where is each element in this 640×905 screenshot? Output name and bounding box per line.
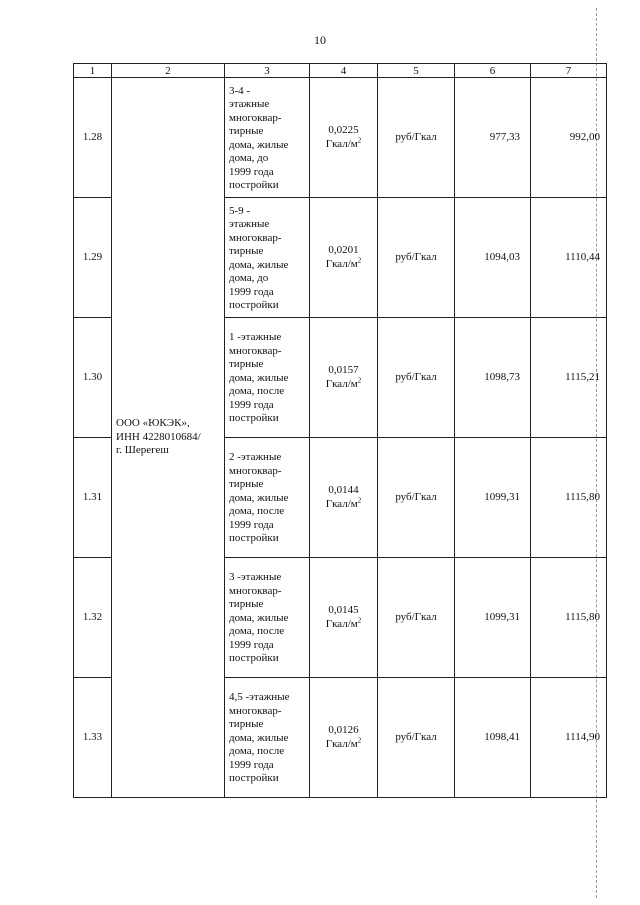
norm-value: 0,0144 [328, 484, 359, 496]
tariff-col7-cell: 1110,44 [531, 198, 607, 318]
building-type-line: многоквар- [229, 584, 282, 597]
tariff-table [73, 63, 607, 798]
norm-unit-text: Гкал/м [325, 617, 358, 630]
building-type-line: многоквар- [229, 704, 282, 717]
building-type-line: постройки [229, 652, 279, 665]
row-number-cell: 1.32 [74, 558, 112, 678]
row-number-cell: 1.33 [74, 678, 112, 798]
building-type-line: 3 -этажные [229, 571, 282, 584]
tariff-col6-cell: 1098,73 [455, 318, 531, 438]
norm-cell [310, 198, 378, 318]
organization-line: ИНН 4228010684/ [116, 430, 201, 443]
norm-cell [310, 78, 378, 198]
page-number: 10 [314, 33, 326, 47]
building-type-line: 1 -этажные [229, 331, 282, 344]
header-cell: 2 [112, 64, 225, 78]
building-type-cell [225, 558, 310, 678]
tariff-col6-cell: 977,33 [455, 78, 531, 198]
building-type-cell [225, 198, 310, 318]
norm-unit [310, 735, 377, 752]
norm-unit-superscript: 2 [357, 615, 362, 624]
organization-line: ООО «ЮКЭК», [116, 417, 190, 430]
norm-cell [310, 558, 378, 678]
table-row [74, 78, 607, 198]
building-type-line: дома, жилые [229, 371, 289, 384]
tariff-col7-cell: 1115,21 [531, 318, 607, 438]
building-type-cell [225, 78, 310, 198]
header-cell: 7 [531, 64, 607, 78]
building-type-line: дома, после [229, 625, 285, 638]
unit-cell: руб/Гкал [378, 438, 455, 558]
building-type-line: многоквар- [229, 344, 282, 357]
tariff-col7-cell: 1114,90 [531, 678, 607, 798]
tariff-col6-cell: 1094,03 [455, 198, 531, 318]
building-type-line: тирные [229, 125, 264, 137]
norm-cell [310, 438, 378, 558]
building-type-line: тирные [229, 718, 264, 731]
norm-unit-text: Гкал/м [325, 257, 358, 270]
building-type-cell [225, 678, 310, 798]
header-cell: 3 [225, 64, 310, 78]
building-type-line: дома, после [229, 745, 285, 758]
tariff-col6-cell: 1098,41 [455, 678, 531, 798]
norm-unit-superscript: 2 [357, 255, 362, 264]
building-type-line: дома, до [229, 152, 269, 164]
norm-unit-text: Гкал/м [325, 497, 358, 510]
tariff-col6-cell: 1099,31 [455, 438, 531, 558]
building-type-line: тирные [229, 598, 264, 611]
building-type-line: 1999 года [229, 285, 274, 298]
norm-unit-superscript: 2 [357, 135, 362, 144]
building-type-line: 1999 года [229, 398, 274, 411]
row-number-cell: 1.31 [74, 438, 112, 558]
unit-cell: руб/Гкал [378, 678, 455, 798]
building-type-line: дома, после [229, 505, 285, 518]
building-type-line: дома, жилые [229, 138, 289, 151]
building-type-line: этажные [229, 218, 270, 230]
building-type-line: 2 -этажные [229, 451, 282, 464]
building-type-line: 1999 года [229, 518, 274, 531]
building-type-line: постройки [229, 532, 279, 545]
norm-unit [310, 495, 377, 512]
tariff-col7-cell: 992,00 [531, 78, 607, 198]
building-type-line: 1999 года [229, 165, 274, 178]
building-type-line: дома, жилые [229, 491, 289, 504]
norm-unit-text: Гкал/м [325, 137, 358, 150]
norm-unit [310, 375, 377, 392]
tariff-col7-cell: 1115,80 [531, 558, 607, 678]
norm-value: 0,0126 [328, 724, 359, 736]
norm-unit-text: Гкал/м [325, 377, 358, 390]
unit-cell: руб/Гкал [378, 318, 455, 438]
norm-value: 0,0201 [328, 244, 359, 256]
building-type-line: дома, жилые [229, 258, 289, 271]
building-type-cell [225, 438, 310, 558]
building-type-line: постройки [229, 772, 279, 785]
building-type-cell [225, 318, 310, 438]
building-type-line: 3-4 - [229, 84, 251, 97]
organization-cell [112, 78, 225, 798]
building-type-line: многоквар- [229, 231, 282, 244]
unit-cell: руб/Гкал [378, 558, 455, 678]
norm-cell [310, 678, 378, 798]
norm-value: 0,0157 [328, 364, 359, 376]
norm-unit-superscript: 2 [357, 495, 362, 504]
norm-value: 0,0145 [328, 604, 359, 616]
building-type-line: дома, жилые [229, 611, 289, 624]
building-type-line: дома, жилые [229, 731, 289, 744]
unit-cell: руб/Гкал [378, 78, 455, 198]
tariff-col7-cell: 1115,80 [531, 438, 607, 558]
header-cell: 1 [74, 64, 112, 78]
building-type-line: 5-9 - [229, 204, 251, 217]
norm-unit-superscript: 2 [357, 375, 362, 384]
norm-unit [310, 255, 377, 272]
row-number-cell: 1.29 [74, 198, 112, 318]
norm-unit-superscript: 2 [357, 735, 362, 744]
building-type-line: 1999 года [229, 638, 274, 651]
row-number-cell: 1.28 [74, 78, 112, 198]
building-type-line: многоквар- [229, 464, 282, 477]
building-type-line: тирные [229, 478, 264, 491]
tariff-col6-cell: 1099,31 [455, 558, 531, 678]
building-type-line: многоквар- [229, 111, 282, 124]
building-type-line: тирные [229, 358, 264, 371]
norm-value: 0,0225 [328, 124, 359, 136]
building-type-line: дома, до [229, 272, 269, 284]
building-type-line: 1999 года [229, 758, 274, 771]
header-cell: 6 [455, 64, 531, 78]
header-cell: 4 [310, 64, 378, 78]
norm-unit-text: Гкал/м [325, 737, 358, 750]
row-number-cell: 1.30 [74, 318, 112, 438]
table-header-row [74, 64, 607, 78]
building-type-line: дома, после [229, 385, 285, 398]
building-type-line: постройки [229, 179, 279, 191]
norm-unit [310, 615, 377, 632]
organization-line: г. Шерегеш [116, 444, 169, 457]
building-type-line: постройки [229, 412, 279, 425]
norm-unit [310, 135, 377, 152]
norm-cell [310, 318, 378, 438]
building-type-line: 4,5 -этажные [229, 691, 290, 704]
header-cell: 5 [378, 64, 455, 78]
building-type-line: этажные [229, 98, 270, 110]
building-type-line: тирные [229, 245, 264, 257]
building-type-line: постройки [229, 299, 279, 311]
unit-cell: руб/Гкал [378, 198, 455, 318]
